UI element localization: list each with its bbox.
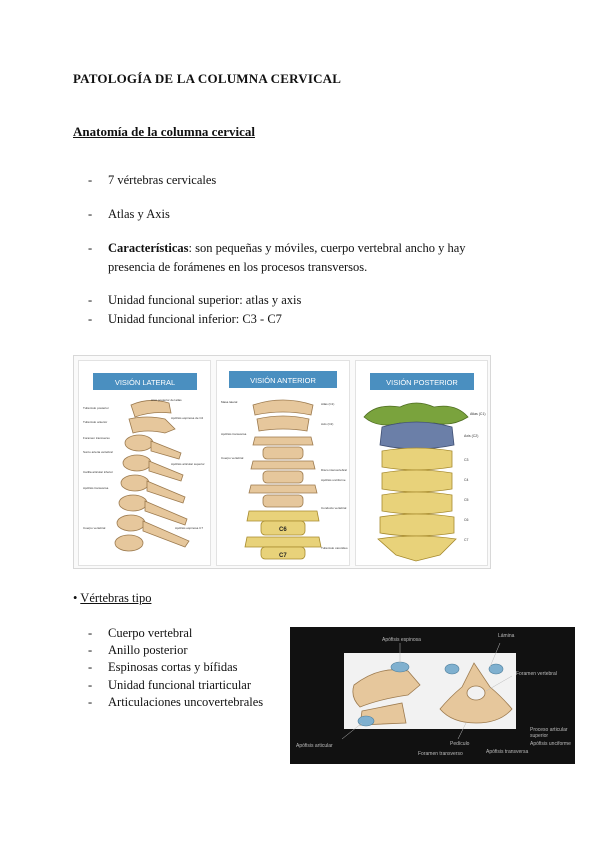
lateral-note: Apófisis espinosa de C2 bbox=[171, 416, 204, 420]
caption-pedicle: Pedículo bbox=[450, 741, 470, 747]
posterior-note: C7 bbox=[464, 538, 469, 542]
posterior-note: C3 bbox=[464, 458, 469, 462]
lateral-note: Apófisis articular superior bbox=[171, 462, 205, 466]
anterior-note: Apófisis unciforme bbox=[321, 478, 346, 482]
posterior-note: C6 bbox=[464, 518, 469, 522]
anterior-c6-label: C6 bbox=[279, 527, 287, 533]
caption-lamina: Lámina bbox=[498, 633, 515, 639]
figure-anterior-view bbox=[216, 360, 350, 566]
lateral-note: Carilla articular inferior bbox=[83, 470, 114, 474]
anterior-note: Cuerpo vertebral bbox=[221, 456, 244, 460]
caption-superior-articular-process: Proceso articular superior bbox=[530, 727, 568, 739]
list-item-text: Características: son pequeñas y móviles, cuerpo vertebral ancho y hay presencia de forámenes en los procesos transversos. bbox=[108, 241, 466, 274]
lateral-note: Apófisis espinosa C7 bbox=[175, 526, 204, 530]
caption-articular-process: Apófisis articular bbox=[296, 743, 333, 749]
lateral-note: Apófisis transversa bbox=[83, 486, 109, 490]
lateral-spine-illustration bbox=[79, 361, 210, 565]
posterior-spine-illustration bbox=[356, 361, 487, 565]
articular-facet bbox=[445, 664, 459, 674]
caption-vertebral-foramen: Foramen vertebral bbox=[516, 671, 557, 677]
caption-spinous-process: Apófisis espinosa bbox=[382, 637, 421, 643]
caption-transverse-process: Apófisis transversa bbox=[486, 749, 529, 755]
anterior-spine-illustration bbox=[217, 361, 349, 565]
posterior-note: Atlas (C1) bbox=[470, 412, 486, 416]
anterior-note: Axis (C2) bbox=[321, 422, 334, 426]
anterior-note: Tubérculo carotídeo bbox=[321, 546, 348, 550]
lateral-note: Surco arteria vertebral bbox=[83, 450, 113, 454]
section-heading-anatomy: Anatomía de la columna cervical bbox=[73, 124, 255, 139]
page-title: PATOLOGÍA DE LA COLUMNA CERVICAL bbox=[73, 71, 342, 86]
lateral-note: Arco posterior del atlas bbox=[151, 398, 182, 402]
list-item-text: Unidad funcional inferior: C3 - C7 bbox=[108, 312, 282, 326]
posterior-note: C4 bbox=[464, 478, 469, 482]
posterior-note: Axis (C2) bbox=[464, 434, 479, 438]
document-page: PATOLOGÍA DE LA COLUMNA CERVICAL Anatomía de la columna cervical - 7 vértebras cervicales - Atlas y Axis - Características: son pequeñas y móviles, cuerpo vertebral ancho y hay presencia de forámenes en los procesos transversos. - Unidad funcional superior: atlas y axis - Unidad funcional inferior: C3 - C7 VISIÓN LATERAL Arco posterior del atlas Tubérculo posterior Apófisis espinosa de C2 Tubérculo anterior Foramen transverso Surco arteria vertebral Apófisis articular superior Carilla articular inferior Apófisis transversa Cuerpo vertebral Apófisis espinosa C7 VISIÓN ANTERIOR Masa lateral Atlas (C1) Axis (C2) Apófisis transversa Cuerpo vertebral Disco intervertebral Apófisis unciforme Conducto vertebral C6 C7 Tubérculo carotídeo VISIÓN POSTERIOR Atlas (C1) Axis (C2) C3 C4 C5 C6 C7 • Vértebras tipo - Cuerpo vertebral - Anillo posterior - Espinosas cortas y bífidas - Unidad funcional triarticular - Articulaciones uncovertebrales Apófisis espinosa Lámina Foramen vertebral Pedículo Apófisis transversa Foramen transverso Proceso articular superior Apófisis unciforme Apófisis articular bbox=[0, 0, 600, 848]
anterior-note: Apófisis transversa bbox=[221, 432, 247, 436]
posterior-banner-label: VISIÓN POSTERIOR bbox=[386, 378, 458, 387]
articular-facet bbox=[489, 664, 503, 674]
vertebral-foramen bbox=[467, 686, 485, 700]
list-item-text: 7 vértebras cervicales bbox=[108, 173, 217, 187]
anterior-lower-vertebrae bbox=[245, 511, 321, 559]
figure-posterior-view bbox=[355, 360, 488, 566]
figure-lateral-view bbox=[78, 360, 211, 566]
anterior-note: Conducto vertebral bbox=[321, 506, 347, 510]
anterior-vertebrae bbox=[249, 400, 317, 507]
anterior-c7-label: C7 bbox=[279, 553, 287, 559]
posterior-lower-vertebrae bbox=[378, 448, 456, 561]
list-item-text: Unidad funcional superior: atlas y axis bbox=[108, 293, 302, 307]
lateral-note: Tubérculo posterior bbox=[83, 406, 109, 410]
section-heading-typical-vertebrae: • Vértebras tipo bbox=[73, 591, 152, 605]
anterior-note: Disco intervertebral bbox=[321, 468, 347, 472]
anterior-note: Atlas (C1) bbox=[321, 402, 335, 406]
caption-uncinate-process: Apófisis unciforme bbox=[530, 741, 571, 747]
articular-facet bbox=[391, 662, 409, 672]
anterior-banner-label: VISIÓN ANTERIOR bbox=[250, 376, 316, 385]
lateral-note: Foramen transverso bbox=[83, 436, 110, 440]
cervical-spine-figures bbox=[73, 355, 491, 569]
lateral-banner-label: VISIÓN LATERAL bbox=[114, 378, 176, 387]
anterior-note: Masa lateral bbox=[221, 400, 238, 404]
list-item-text: Atlas y Axis bbox=[108, 207, 170, 221]
caption-transverse-foramen: Foramen transverso bbox=[418, 751, 463, 757]
typical-vertebra-figure bbox=[290, 627, 575, 764]
lateral-note: Tubérculo anterior bbox=[83, 420, 108, 424]
axis-c2 bbox=[380, 422, 454, 449]
lateral-note: Cuerpo vertebral bbox=[83, 526, 106, 530]
posterior-note: C5 bbox=[464, 498, 469, 502]
